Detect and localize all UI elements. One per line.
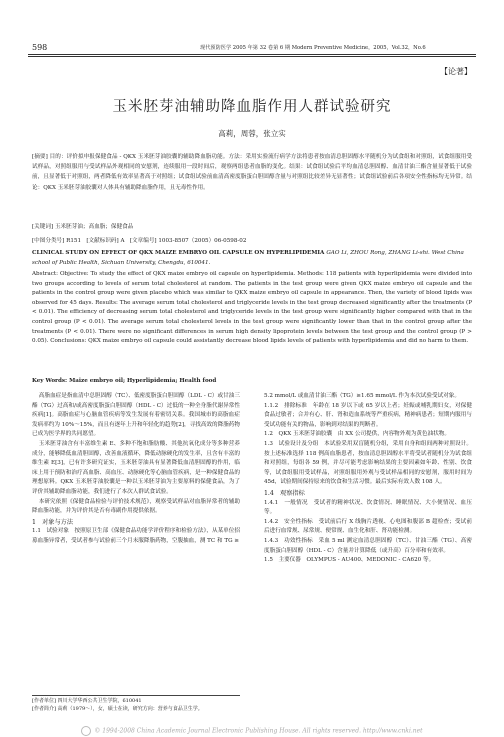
body-paragraph: 1.5 主要仪器 OLYMPUS - AU400、MEDONIC - CA620 等。 <box>264 557 435 564</box>
author-footnote <box>32 695 240 713</box>
body-paragraph: 高脂血症是指血清中总胆固醇（TC）、低密度脂蛋白胆固醇（LDL - C）或甘油三酯（TG）过高和/或高密度脂蛋白胆固醇（HDL - C）过低的一种全身脂代谢异常性疾病[1]。高脂血症与心脑血管疾病等发生发展有着密切关系。我国城市的高脂血症发病率约为 10%～15%，而且有逐年上升和年轻化的趋势[2]，寻找高效的降脂药物已成为医学界的共同愿望。 <box>32 393 240 438</box>
keywords-cn-label: [关键词] <box>32 224 54 230</box>
footnote-bio: [作者简介] 高莉（1979～），女，硕士在读，研究方向：营养与食品卫生学。 <box>32 705 203 712</box>
running-head: 现代预防医学 2005 年第 32 卷第 6 期 Modern Preventive Medicine，2005，Vol.32，No.6 <box>200 45 426 51</box>
abstract-en-body: Abstract: Objective: To study the effect of QKX maize embryo oil capsule on hyperlipidemia. Methods: 118 patients with hyperlipidemia were divided into two groups according to levels of serum total cholesterol at random. The patients in the test group were given QKX maize embryo oil capsule and the patients in the control group were given placebo which was similar to QKX maize embryo oil capsule in appearance. Then, the variety of blood lipids was observed for 45 days. Results: The average serum total cholesterol and triglyceride levels in the test group decreased significantly after the treatments (P < 0.01). The efficiency of decreasing serum total cholesterol and triglyceride levels in the test group were significantly higher compared with that in the control group (P < 0.01). The average serum total cholesterol levels in the test group were significantly lower than that in the control group after the treatments (P < 0.01). There were no significant differences in serum high density lipoprotein levels between the test group and the control group (P > 0.05). Conclusions: QKX maize embryo oil capsule could assistantly decrease blood lipids levels of patients with hyperlipidemia and did no harm to them. <box>32 271 472 345</box>
body-paragraph: 本研究依照《保健食品检验与评价技术规范》，观察受试样品对血脂异常者的辅助降血脂功能，并为评价其是否有毒副作用提供依据。 <box>32 498 240 515</box>
clc-number: [中图分类号] R151 <box>32 238 82 244</box>
article-title: 玉米胚芽油辅助降血脂作用人群试验研究 <box>112 99 392 115</box>
body-paragraph: 1.4.1 一般情况 受试者的精神状况、饮食情况、睡眠情况、大小便情况、血压等。 <box>264 499 472 516</box>
abstract-en-title: CLINICAL STUDY ON EFFECT OF QKX MAIZE EMBRYO OIL CAPSULE ON HYPERLIPIDEMIA <box>32 250 325 256</box>
body-paragraph: 1.4.3 功效性指标 采血 5 ml 测定血清总胆固醇（TC）、甘油三酯（TG）、高密度脂蛋白胆固醇（HDL - C）含量并计算降低（或升高）百分率和有效率。 <box>264 537 472 554</box>
abstract-cn-label: [摘要] <box>32 154 48 160</box>
body-left-column <box>32 392 240 547</box>
body-right-column <box>264 392 472 566</box>
keywords-en: Key Words: Maize embryo oil; Hyperlipidemia; Health food <box>32 378 217 384</box>
abstract-en-header <box>32 249 472 268</box>
subsection-paragraph: 1.1 试验对象 按照原卫生部《保健食品功能学评价程序和检验方法》，从某单位招募血脂异常者，受试者参与试验前三个月未服降脂药物，空腹抽血，测 TC 和 TG ≥ <box>32 528 240 544</box>
body-paragraph: 1.4.2 安全性指标 受试前后行 X 线胸片透视、心电图和腹部 B 超检查；受试前后进行血常规、尿常规、便常规、血生化和肝、肾功能检测。 <box>264 518 472 535</box>
header-rule-thin <box>28 56 476 57</box>
body-paragraph: 1.1.2 排除标准 年龄在 18 岁以下或 65 岁以上者；妊娠或哺乳期妇女，对保健食品过敏者；合并有心、肝、肾和造血系统等严重疾病，精神病患者；短期内服用与受试功能有关的物品，影响到对结果的判断者。 <box>264 402 472 428</box>
abstract-en-affiliation: West China school of Public Health, Sichuan University, Chengdu, 610041. <box>32 250 464 266</box>
section-heading: 1 对象与方法 <box>32 518 74 526</box>
body-paragraph: 玉米胚芽油含有丰富维生素 E、多种不饱和脂肪酸、其他抗氧化成分等多种营养成分，能够降低血清胆固醇，改善血液循环，降低动脉硬化的发生率，且含有丰富的维生素 E[3]，已有许多研究证实，玉米胚芽油具有显著降低血清胆固醇的作用，临床上用于预防和治疗高血脂、高血压、动脉硬化等心脑血管疾病，是一种保健食品的理想原料。QKX 玉米胚芽油胶囊是一种以玉米胚芽油为主要原料的保健食品，为了评价其辅助降血脂功能，我们进行了本次人群试食试验。 <box>32 440 240 495</box>
keywords-cn <box>32 222 472 232</box>
publisher-logo-icon <box>81 726 91 736</box>
article-number: [文章编号] 1003-8507（2005）06-0598-02 <box>129 238 247 244</box>
body-paragraph: 1.2 QKX 玉米胚芽油胶囊 由 XX 公司提供，内容物外观为黄色油状物。 <box>264 431 450 438</box>
abstract-en-authors: GAO Li, ZHOU Rong, ZHANG Li-shi. <box>326 250 430 256</box>
column-tag: 【论著】 <box>440 67 472 76</box>
page-number: 598 <box>32 43 48 52</box>
abstract-cn <box>32 152 472 193</box>
copyright-footer <box>32 726 472 736</box>
footnote-affiliation: [作者单位] 四川大学华西公共卫生学院，610041 <box>32 698 142 704</box>
copyright-text: © 1994-2008 China Academic Journal Electronic Publishing House. All rights reserved. http://www.cnki.net <box>94 727 423 735</box>
header-rule <box>28 54 476 55</box>
section-heading: 1.4 观察指标 <box>264 489 305 497</box>
abstract-cn-text: 目的：评价拟申报保健食品 - QKX 玉米胚芽油胶囊的辅助降血脂功能。方法：采用实验流行病学方法将患者按血清总胆固醇水平随机分为试食组和对照组，试食组服用受试样品，对照组服用与受试样品外观相同的安慰剂，连续服用一段时间后，观察两组患者血脂的变化。结果：试食组试验后平均血清总胆固醇、血清甘油三酯含量显著低于试验前，且显著低于对照组，两者降低有效率显著高于对照组；试食组试验前血清高密度脂蛋白胆固醇含量与对照组比较差异无显著性；试食组试验前后各项安全性指标均无异常。结论：QKX 玉米胚芽油胶囊对人体具有辅助降血脂作用，且无毒性作用。 <box>32 154 472 191</box>
keywords-cn-text: 玉米胚芽油；高血脂；保健食品 <box>54 224 134 230</box>
body-paragraph: 1.3 试验设计及分组 本试验采用双盲随机分组，采用自身和组间两种对照设计。按上述标准选择 118 例高血脂患者，按血清总胆固醇水平将受试者随机分为试食组和对照组，每组各 59 例，并尽可能考虑影响结果的主要因素如年龄、性别、饮食等，试食组服用受试样品，对照组服用外观与受试样品相同的安慰剂，服用时间为 45d，试验期间保持原来的饮食和生活习惯。最后实际有效人数 108 人。 <box>264 440 472 486</box>
body-paragraph: 5.2 mmol/L 或血清甘油三酯（TG）≥1.65 mmol/L 作为本次试验受试对象。 <box>264 393 460 399</box>
doc-code: [文献标识码] A <box>86 238 125 244</box>
classification-line <box>32 236 472 246</box>
article-authors: 高莉，周蓉，张立实 <box>218 129 286 138</box>
